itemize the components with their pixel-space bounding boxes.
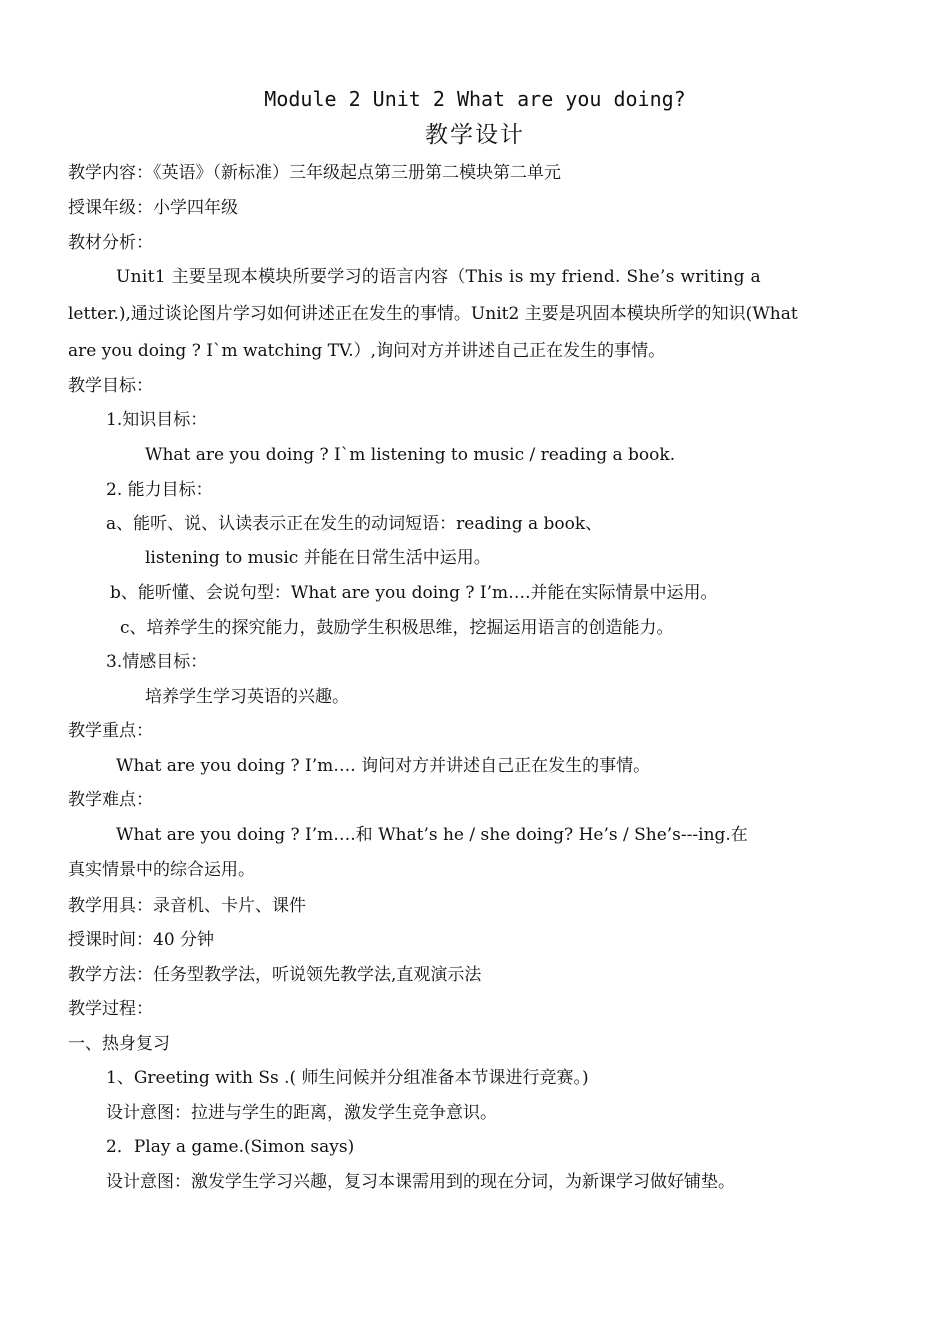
textbook-analysis-heading: 教材分析： (68, 233, 153, 253)
difficult-points-heading: 教学难点： (68, 790, 153, 810)
analysis-paragraph-line-3: are you doing ? I`m watching TV.）,询问对方并讲述自己正在发生的事情。 (68, 341, 666, 361)
knowledge-objective-heading: 1.知识目标： (106, 410, 208, 430)
teaching-aids-line: 教学用具：录音机、卡片、课件 (68, 896, 306, 916)
difficult-points-line-1: What are you doing ? I’m….和 What’s he / she doing? He’s / She’s---ing.在 (116, 825, 748, 845)
key-points-text: What are you doing ? I’m…. 询问对方并讲述自己正在发生的事情。 (116, 756, 651, 776)
difficult-points-line-2: 真实情景中的综合运用。 (68, 860, 255, 880)
grade-line: 授课年级：小学四年级 (68, 198, 238, 218)
key-points-heading: 教学重点： (68, 721, 153, 741)
warm-up-step-1: 1、Greeting with Ss .( 师生问候并分组准备本节课进行竞赛。) (106, 1068, 589, 1088)
ability-objective-c: c、培养学生的探究能力，鼓励学生积极思维，挖掘运用语言的创造能力。 (120, 618, 674, 638)
warm-up-step-2: 2．Play a game.(Simon says) (106, 1137, 355, 1157)
ability-objective-a-line-1: a、能听、说、认读表示正在发生的动词短语：reading a book、 (106, 514, 603, 534)
design-intent-1: 设计意图：拉进与学生的距离，激发学生竞争意识。 (106, 1103, 497, 1123)
emotional-objective-heading: 3.情感目标： (106, 652, 208, 672)
teaching-content-line: 教学内容：《英语》（新标准）三年级起点第三册第二模块第二单元 (68, 163, 561, 183)
emotional-objective-text: 培养学生学习英语的兴趣。 (145, 687, 349, 707)
document-title: Module 2 Unit 2 What are you doing? (264, 87, 686, 111)
knowledge-objective-text: What are you doing ? I`m listening to music / reading a book. (145, 445, 676, 465)
ability-objective-b: b、能听懂、会说句型：What are you doing ? I’m….并能在实际情景中运用。 (110, 583, 718, 603)
design-intent-2: 设计意图：激发学生学习兴趣，复习本课需用到的现在分词，为新课学习做好铺垫。 (106, 1172, 735, 1192)
analysis-paragraph-line-2: letter.),通过谈论图片学习如何讲述正在发生的事情。Unit2 主要是巩固本模块所学的知识(What (68, 304, 798, 324)
teaching-time-line: 授课时间：40 分钟 (68, 930, 215, 950)
ability-objective-heading: 2. 能力目标： (106, 480, 213, 500)
teaching-methods-line: 教学方法：任务型教学法，听说领先教学法,直观演示法 (68, 965, 482, 985)
analysis-paragraph-line-1: Unit1 主要呈现本模块所要学习的语言内容（This is my friend. She’s writing a (116, 267, 761, 287)
teaching-objectives-heading: 教学目标： (68, 376, 153, 396)
warm-up-heading: 一、热身复习 (68, 1034, 170, 1054)
document-subtitle: 教学设计 (425, 122, 525, 148)
ability-objective-a-line-2: listening to music 并能在日常生活中运用。 (145, 548, 491, 568)
teaching-process-heading: 教学过程： (68, 999, 153, 1019)
